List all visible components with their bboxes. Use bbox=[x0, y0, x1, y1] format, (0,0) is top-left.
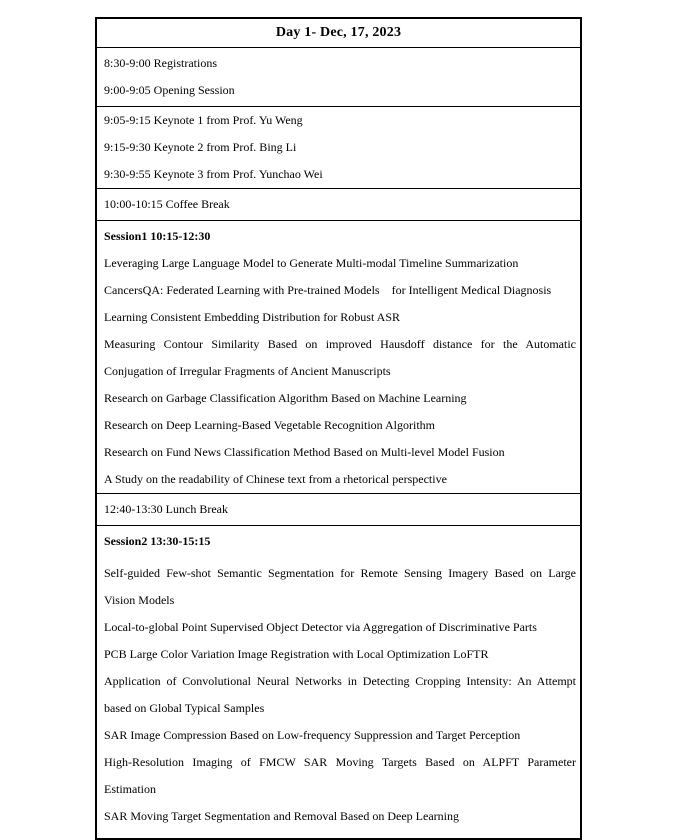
schedule-entry-keynote-2: 9:15-9:30 Keynote 2 from Prof. Bing Li bbox=[104, 140, 297, 154]
paper-title: SAR Image Compression Based on Low-frequency Suppression and Target Perception bbox=[104, 728, 521, 742]
schedule-entry-registrations: 8:30-9:00 Registrations bbox=[104, 56, 217, 70]
paper-title: Learning Consistent Embedding Distribution for Robust ASR bbox=[104, 310, 400, 324]
coffee-break-row bbox=[97, 188, 580, 220]
paper-title: Measuring Contour Similarity Based on improved Hausdoff distance for the Automatic Conjugation of Irregular Fragments of Ancient Manuscripts bbox=[104, 337, 579, 378]
paper-title: Research on Garbage Classification Algorithm Based on Machine Learning bbox=[104, 391, 467, 405]
day-title: Day 1- Dec, 17, 2023 bbox=[275, 25, 402, 40]
paper-title: Self-guided Few-shot Semantic Segmentation for Remote Sensing Imagery Based on Large Vision Models bbox=[104, 566, 579, 607]
session1-header: Session1 10:15-12:30 bbox=[104, 229, 211, 243]
session1-row bbox=[97, 220, 580, 493]
schedule-entry-keynote-3: 9:30-9:55 Keynote 3 from Prof. Yunchao Wei bbox=[104, 167, 323, 181]
registration-row bbox=[97, 47, 580, 106]
schedule-entry-lunch-break: 12:40-13:30 Lunch Break bbox=[104, 502, 228, 516]
keynote-row bbox=[97, 106, 580, 188]
paper-title: SAR Moving Target Segmentation and Removal Based on Deep Learning bbox=[104, 809, 459, 823]
paper-title: A Study on the readability of Chinese text from a rhetorical perspective bbox=[104, 472, 447, 486]
session2-header: Session2 13:30-15:15 bbox=[104, 534, 211, 548]
day-header-row bbox=[97, 19, 580, 47]
paper-title: Research on Fund News Classification Method Based on Multi-level Model Fusion bbox=[104, 445, 505, 459]
paper-title: Application of Convolutional Neural Networks in Detecting Cropping Intensity: An Attempt based on Global Typical Samples bbox=[104, 674, 579, 715]
session2-row bbox=[97, 525, 580, 838]
schedule-entry-keynote-1: 9:05-9:15 Keynote 1 from Prof. Yu Weng bbox=[104, 113, 303, 127]
lunch-break-row bbox=[97, 493, 580, 525]
paper-title: High-Resolution Imaging of FMCW SAR Moving Targets Based on ALPFT Parameter Estimation bbox=[104, 755, 579, 796]
paper-title: Research on Deep Learning-Based Vegetable Recognition Algorithm bbox=[104, 418, 436, 432]
schedule-table bbox=[95, 17, 582, 840]
schedule-entry-coffee-break: 10:00-10:15 Coffee Break bbox=[104, 197, 230, 211]
paper-title: Local-to-global Point Supervised Object Detector via Aggregation of Discriminative Parts bbox=[104, 620, 537, 634]
schedule-entry-opening-session: 9:00-9:05 Opening Session bbox=[104, 83, 235, 97]
paper-title: Leveraging Large Language Model to Generate Multi-modal Timeline Summarization bbox=[104, 256, 519, 270]
paper-title: CancersQA: Federated Learning with Pre-trained Models for Intelligent Medical Diagnosis bbox=[104, 283, 552, 297]
paper-title: PCB Large Color Variation Image Registration with Local Optimization LoFTR bbox=[104, 647, 489, 661]
